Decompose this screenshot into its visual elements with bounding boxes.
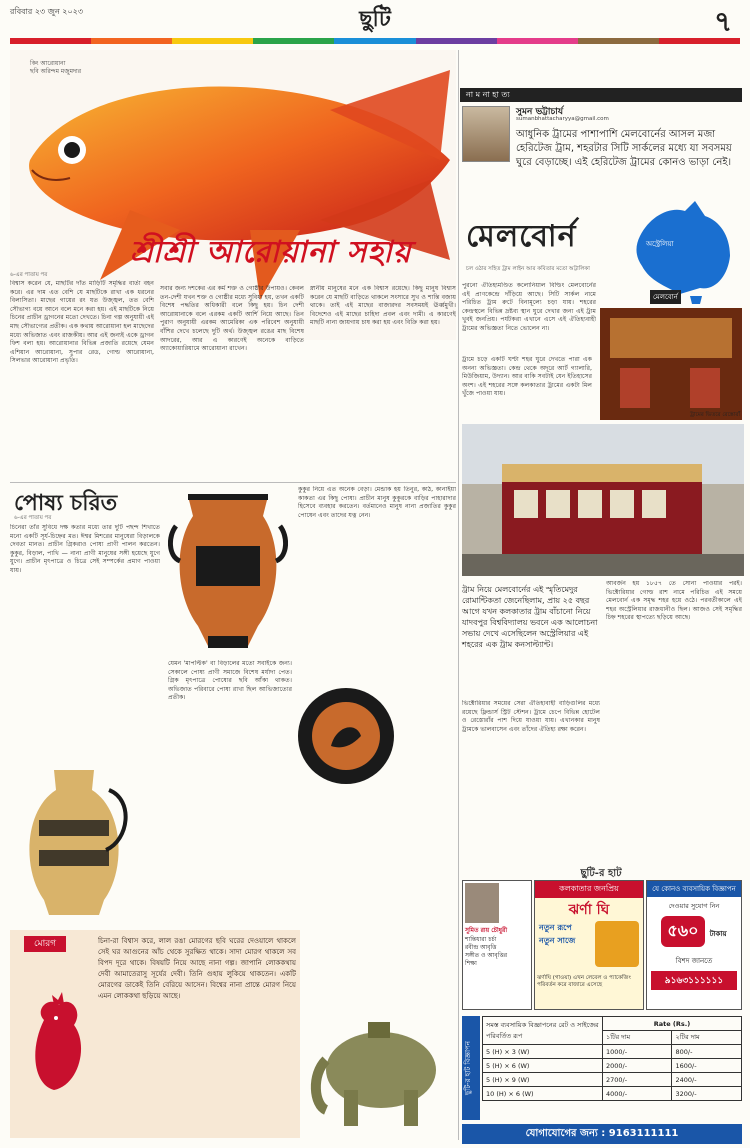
ad-business[interactable] [646,880,742,1010]
ghee-brand: ঝর্ণা ঘি [568,902,610,918]
ad-name: সুমিত রায় চৌধুরী [465,927,508,934]
ghee-jar-image [595,921,639,967]
rate-one: 2000/- [603,1059,672,1073]
rate-two: 3200/- [672,1087,742,1101]
rainbow-bar [10,38,740,44]
fish-headline: শ্রীশ্রী আরোয়ানা সহায় [130,235,412,270]
melbourne-body-col4: ভিক্টোরিয়ার সময়ের সেরা ঐতিহ্যবাহী বাড়িগুলির মধ্যে রয়েছে ফ্লিন্ডার্স স্ট্রিট স্টেশন। ট্রামে চেপে বিভিন্ন হোটেল ও রেস্তোরাঁর পাশ দিয়ে যাওয়া যায়। এখানকার মানুষ ট্রামকে ভালবাসেন এবং তাঁদের ঐতিহ্য রক্ষা করেন। [462,700,600,733]
melbourne-headline: মেলবোর্ন [466,219,577,254]
elephant-vessel-image [306,1000,456,1138]
pet-headline: পোষ্য চরিত [14,491,118,516]
date: রবিবার ২৩ জুন ২০২৩ [10,7,84,16]
pet-byline: ৬-এর পাতায় পর [14,515,52,521]
pet-body-col3: কুকুর নিয়ে এত অনেক বেড়া। মেন্ডাক হয় তিনুর, কাঠ, কানাইয়া কাকতা এর কিছু পোষ্য। প্রাচীন মানুষ কুকুরকে বাড়ির পাহারাদার হিসেবে ব্যবহার করতেন। বর্তমানেও মানুষ নানা প্রজাতির কুকুর পোষেন এবং তাদের যত্ন নেন। [298,486,456,519]
business-ad-phone: ৯১৬৩১১১১১১ [651,971,737,990]
classifieds-title: ছুটি-র হাট [580,868,622,879]
melbourne-body-col1: পুরনো ঐতিহ্যমণ্ডিত কলোনিয়াল বিল্ডিং মেলবোর্নের এই প্রাণকেন্দ্রে দাঁড়িয়ে আছে। সিটি সার্কল নামে পরিচিত ট্রাম রুটে বিনামূল্যে চড়া যায়। শহরের কেন্দ্রস্থলে বিভিন্ন দ্রষ্টব্য স্থান ঘুরে দেখার জন্য এই ট্রাম খুবই জনপ্রিয়। পর্যটকরা এখানে এসে এই ঐতিহ্যবাহী ট্রামের অভিজ্ঞতা নিতে ভোলেন না। [462,282,596,332]
rate-row [483,1059,742,1073]
author-avatar [462,106,510,162]
ghee-footer: ঝর্ণাঘি (গাওয়া) এখন লেবেল ও প্যাকেজিং পরিবর্তন করে বাজারে এসেছে [537,975,631,988]
ad-person-photo [465,883,499,923]
rate-two: 1600/- [672,1059,742,1073]
fish-byline: ৬-এর পাতায় পর [10,272,48,278]
map-label-city: মেলবোর্ন [650,290,681,304]
moreg-body: চিনা-রা বিশ্বাস করে, লাল রঙা মোরগের ছবি ঘরের দেওয়ালে থাকলে সেই ঘর আগুনের আঁচ থেকে সুরক্ষিত থাকে। সাদা মোরগ থাকলে সব বিপদ দূরে থাকে। বিষয়টি নিয়ে আছে নানা গল্প। জাপানি লোককথায় দেবী আমাতেরাসু সূর্যের দেবী। তিনি গুহায় লুকিয়ে থাকতেন। একটি মোরগের ডাকেই তিনি বেরিয়ে আসেন। বিশ্বের নানা প্রান্তে মোরগ নিয়ে এমন লোককথা ছড়িয়ে আছে। [98,937,296,1000]
business-ad-line: দেওয়ার সুযোগ নিন [668,902,720,910]
rate-sub1: ১টির দাম [603,1031,672,1045]
ad1-line4: শিক্ষা [465,960,477,967]
ad1-line2: রবীন্দ্র আবৃত্তি [465,944,497,951]
pitcher-image [14,760,134,920]
ad-recitation[interactable] [462,880,532,1010]
rate-size: 5 (H) × 9 (W) [483,1073,603,1087]
ad1-line3: সঙ্গীত ও আবৃত্তির [465,952,508,959]
melbourne-section-label: না ম না হা ত্য [460,88,742,102]
melbourne-body-col3: আবর্জন হয় ১৮৫৭ তে সোনা পাওয়ার পরই। ভিক্টোরিয়ার গোল্ড রাশ নামে পরিচিত এই সময়ে মেলবোর্ন এক সমৃদ্ধ শহর হয়ে ওঠে। পরবর্তীকালে এই শহর অস্ট্রেলিয়ার রাজধানীও ছিল। আজও সেই সমৃদ্ধির চিহ্ন শহরের স্থাপত্যে ছড়িয়ে আছে। [606,580,742,622]
column-divider [458,50,459,1140]
section-title: ছুটি [359,7,391,32]
melbourne-small-caption: চল ওঠার সহিত ট্রাম লাইন আর কবিতার মতো অট্টালিকা [466,266,590,272]
fish-body-col1: বিশ্বাস করেন যে, মাছটির দাঁত মাড়িটি সমৃদ্ধির বার্তা বহন করে। এর দাম এত বেশি যে মাছটিকে রাখা এক ধরনের বিলাসিতা। মাছের গায়ের রং যত উজ্জ্বল, তত বেশি সৌভাগ্য বয়ে আনে বলে মনে করা হয়। এই মাছটিকে নিয়ে চিনের প্রাচীন ড্রাগনের মতো দেখতে। চিনা গল্প অনুযায়ী এই মাছ সৌভাগ্যের প্রতীক। এক কথায় আরোয়ানা হল মাছেদের মধ্যে অভিজাত এবং রাজকীয়। আর এই জন্যই একে ড্রাগন ফিশ বলা হয়। আরোয়ানার বিভিন্ন প্রজাতি রয়েছে যেমন এশিয়ান আরোয়ানা, সুপার রেড, গোল্ড আরোয়ানা, সিলভার আরোয়ানা প্রভৃতি। [10,280,154,365]
rate-size: 10 (H) × 6 (W) [483,1087,603,1101]
melbourne-lead: আধুনিক ট্রামের পাশাপাশি মেলবোর্নের আসল মজা হেরিটেজ ট্রাম, শহরটার সিটি সার্কলের মধ্যে যা সবসময় ঘুরে বেড়াচ্ছে। এই হেরিটেজ ট্রামের কোনও ভাড়া নেই। [516,129,732,168]
rate-two: 800/- [672,1045,742,1059]
ad-ghee[interactable] [534,880,644,1010]
business-ad-price: ৫৬০ [661,916,704,947]
author-name: সুমন ভট্টাচার্য [516,107,564,117]
rate-row [483,1045,742,1059]
business-ad-desc: বিশদ জানতে [675,957,713,965]
rate-row [483,1087,742,1101]
map-label-country: অস্ট্রেলিয়া [646,240,674,248]
rate-size: 5 (H) × 3 (W) [483,1045,603,1059]
fish-body-col2: সবার জন্য দশকের এর কর্ম শক্ত ও গোষ্ঠীর উপায়ও। কেবল তন-দেশী যখন শক্ত ও গোষ্ঠীর মধ্যে সুবিধা হয়, তখন একটি বিশেষ পদ্ধতির অধিকারী বলে কিছু হয়। চিন দেশী আরোয়ানাকে বলে এরকম একটি আর্শি নিয়ে আছে। তিন পুরাণ অনুযায়ী এরকম আমেরিকা এক পরিবেশ অনুযায়ী বাঁশির দেখে চলেছে দুটি অর্থ। উজ্জ্বল রঙের মাছ বিশেষ আদরের, আর এ কারণেই অনেকে বাড়িতে অ্যাকোয়ারিয়ামে আরোয়ানা রাখেন। [160,285,304,353]
rate-header-left: সমস্ত ব্যবসায়িক বিজ্ঞাপনের রেট ও সাইজের পরিবর্তিত রূপ [483,1017,603,1045]
pet-body-col2: যেমন 'মাপল্টিক' বা বিড়ালের মতো সবাইকে জন্য। সেকালে পোষ্য প্রাণী সমাজে বিশেষ মর্যাদা পেত। গ্রিক মৃৎপাত্রে পোষ্যের ছবি আঁকা থাকত। অভিজাত পরিবারে পোষ্য রাখা ছিল আভিজাত্যের প্রতীক। [168,660,292,702]
ghee-header: কলকাতার জনপ্রিয় [535,881,643,898]
pet-body-col1: চিনেরা তাঁর সুবিধে দক্ষ কতার মধ্যে তার দুটি পছন্দ শিখাতে মনো একটি সূর্য-চিহ্নের মত। ঈশ্বর মিশরের মানুষেরা বিড়ালকে দেবতা মানত। প্রাচীন গ্রিকরাও পোষ্য প্রাণী পালন করতেন। কুকুর, বিড়াল, পাখি — নানা প্রাণী মানুষের সঙ্গী হয়েছে যুগে যুগে। প্রাচীন মৃৎপাত্রে ও চিত্রে সেই সম্পর্কের প্রমাণ পাওয়া যায়। [10,524,160,574]
author-email: sumanbhattacharyya@gmail.com [516,116,609,122]
moreg-tag: মোরগ [24,936,66,952]
melbourne-body-col2: ট্রামে চড়ে একটি ঘণ্টা শহর ঘুরে দেখতে পারা এক অনন্য অভিজ্ঞতা। কেন্দ্র থেকে অদূরে আর্ট গ্যালারি, মিউজিয়াম, উদ্যান। আর বাকি সবটাই যেন ইতিহাসের অংশ। এই শহরের সঙ্গে কলকাতার ট্রামের একটা মিল খুঁজে পাওয়া যায়। [462,356,592,398]
rate-sub2: ২টির দাম [672,1031,742,1045]
ad1-line1: শান্তিধারা চৰ্চা [465,936,497,943]
rate-one: 4000/- [603,1087,672,1101]
business-ad-unit: টাকায় [709,930,727,938]
photo-credit: কিং আরোয়ানা ছবি অরিন্দম মজুমদার [30,60,82,75]
tram-interior-caption: ট্রামের ভিতরে রেস্তোরাঁ [690,412,740,418]
fish-body-col3: স্নানীয় মানুষের মনে এক বিশ্বাস রয়েছে। কিছু মানুষ বিশ্বাস করেন যে মাছটি বাড়িতে থাকলে সংসারে সুখ ও শান্তি বজায় থাকে। তাই এই মাছের বাজারদর সবসময়ই ঊর্ধ্বমুখী। বিদেশেও এই মাছের চাহিদা প্রবল এবং দামী। এ কারণেই মাছটি নানা জায়গায় চাষ করা হয় এবং বিক্রি করা হয়। [310,285,456,327]
rate-one: 2700/- [603,1073,672,1087]
page-number: ৭ [714,5,733,38]
rooster-icon [24,990,94,1100]
ghee-tag: নতুন রূপে [539,923,572,932]
rate-size: 5 (H) × 6 (W) [483,1059,603,1073]
rates-side-tag: ছুটি-র হাট বিজ্ঞাপন [462,1016,480,1120]
greek-vase-image [168,486,288,656]
rate-one: 1000/- [603,1045,672,1059]
tram-interior-image [600,308,742,420]
rate-header-right: Rate (Rs.) [603,1017,742,1031]
rate-table [482,1016,742,1101]
divider [10,482,456,483]
heritage-tram-image [462,424,744,576]
australia-map [630,196,740,306]
rate-two: 2400/- [672,1073,742,1087]
greek-plate-image [296,686,396,786]
business-ad-header: যে কোনও ব্যবসায়িক বিজ্ঞাপন [647,881,741,897]
contact-bar[interactable]: যোগাযোগের জন্য : 9163111111 [462,1124,742,1144]
tram-caption: ট্রাম নিয়ে মেলবোর্নের এই স্মৃতিমেদুর রোমান্টিকতা জেনেছিলাম, প্রায় ২৫ বছর আগে যখন কলকাতার ট্রাম বাঁচানো নিয়ে যাদবপুর বিশ্ববিদ্যালয় ভবনে এক আলোচনা সভায় দেখে এসেছিলেন অস্ট্রেলিয়ার এই শহরের এক ট্রাম কনসাল্ট্যান্ট। [462,585,598,649]
rate-row [483,1073,742,1087]
ghee-tag2: নতুন সাজে [539,936,576,945]
